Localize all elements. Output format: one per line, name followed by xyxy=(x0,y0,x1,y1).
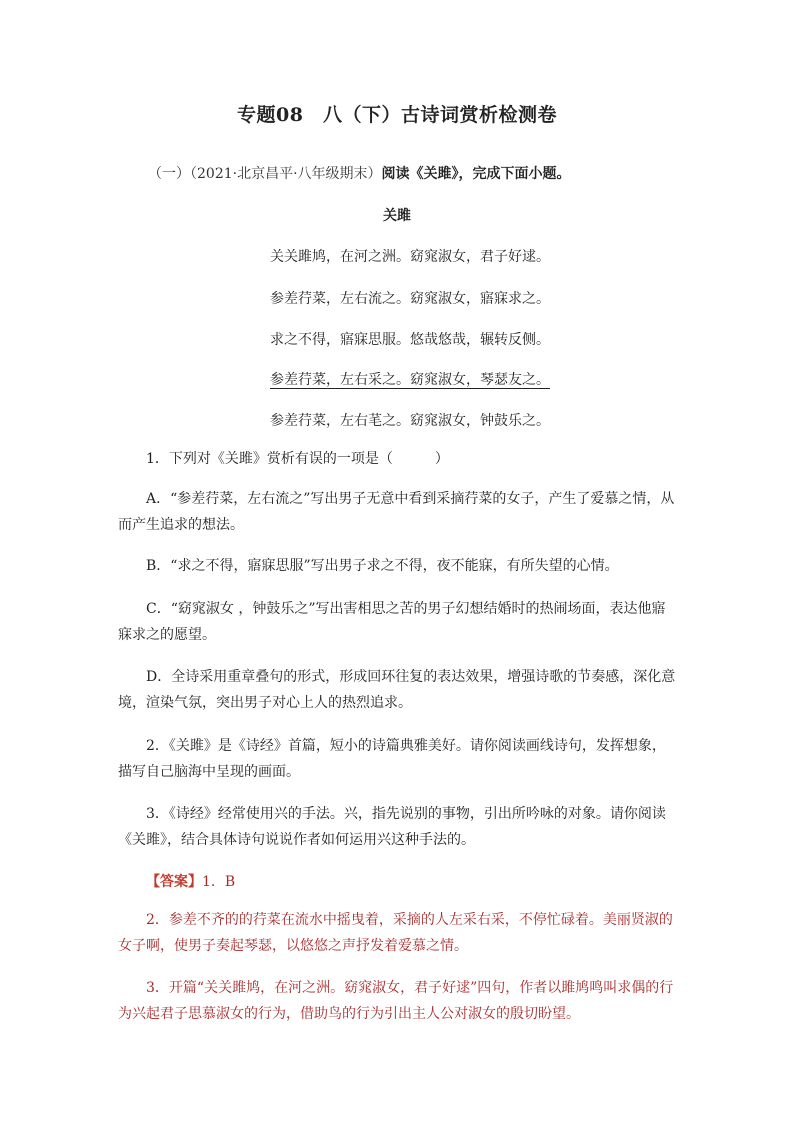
answer-3: 3．开篇“关关雎鸠，在河之洲。窈窕淑女，君子好逑”四句，作者以雎鸠鸣叫求偶的行为兴起君子思慕淑女的行为，借助鸟的行为引出主人公对淑女的殷切盼望。 xyxy=(118,980,674,1022)
poem-line-underlined: 参差荇菜，左右采之。窈窕淑女，琴瑟友之。 xyxy=(270,372,550,388)
section-instruction: 阅读《关雎》，完成下面小题。 xyxy=(381,166,571,182)
poem-title: 关雎 xyxy=(383,208,411,224)
answer-1-text: 1．B xyxy=(202,874,236,890)
section-heading xyxy=(148,163,571,183)
option-a: A．“参差荇菜，左右流之”写出男子无意中看到采摘荇菜的女子，产生了爱慕之情，从而产生追求的想法。 xyxy=(118,491,675,533)
poem-line: 参差荇菜，左右芼之。窈窕淑女，钟鼓乐之。 xyxy=(270,413,550,429)
option-d: D．全诗采用重章叠句的形式，形成回环往复的表达效果，增强诗歌的节奏感，深化意境，渲染气氛，突出男子对心上人的热烈追求。 xyxy=(118,669,676,711)
page-title: 专题08 八（下）古诗词赏析检测卷 xyxy=(237,104,557,126)
answer-2: 2．参差不齐的的荇菜在流水中摇曳着，采摘的人左采右采，不停忙碌着。美丽贤淑的女子啊，使男子奏起琴瑟，以悠悠之声抒发着爱慕之情。 xyxy=(118,912,673,954)
poem-line: 求之不得，寤寐思服。悠哉悠哉，辗转反侧。 xyxy=(270,332,550,348)
section-source: （一）（2021·北京昌平·八年级期末） xyxy=(148,166,382,182)
question-1: 1．下列对《关雎》赏析有误的一项是（ ） xyxy=(146,451,449,467)
poem-line: 参差荇菜，左右流之。窈窕淑女，寤寐求之。 xyxy=(270,291,550,307)
question-2: 2．《关雎》是《诗经》首篇，短小的诗篇典雅美好。请你阅读画线诗句，发挥想象，描写自己脑海中呈现的画面。 xyxy=(118,738,666,780)
option-b: B．“求之不得，寤寐思服”写出男子求之不得，夜不能寐，有所失望的心情。 xyxy=(146,558,619,574)
question-3: 3．《诗经》经常使用兴的手法。兴，指先说别的事物，引出所吟咏的对象。请你阅读《关雎》，结合具体诗句说说作者如何运用兴这种手法的。 xyxy=(118,806,666,848)
poem-line: 关关雎鸠，在河之洲。窈窕淑女，君子好逑。 xyxy=(270,249,550,265)
option-c: C．“窈窕淑女 ，钟鼓乐之”写出害相思之苦的男子幻想结婚时的热闹场面，表达他寤寐求之的愿望。 xyxy=(118,601,666,643)
answer-1 xyxy=(146,871,235,891)
answer-label: 【答案】 xyxy=(146,874,202,890)
